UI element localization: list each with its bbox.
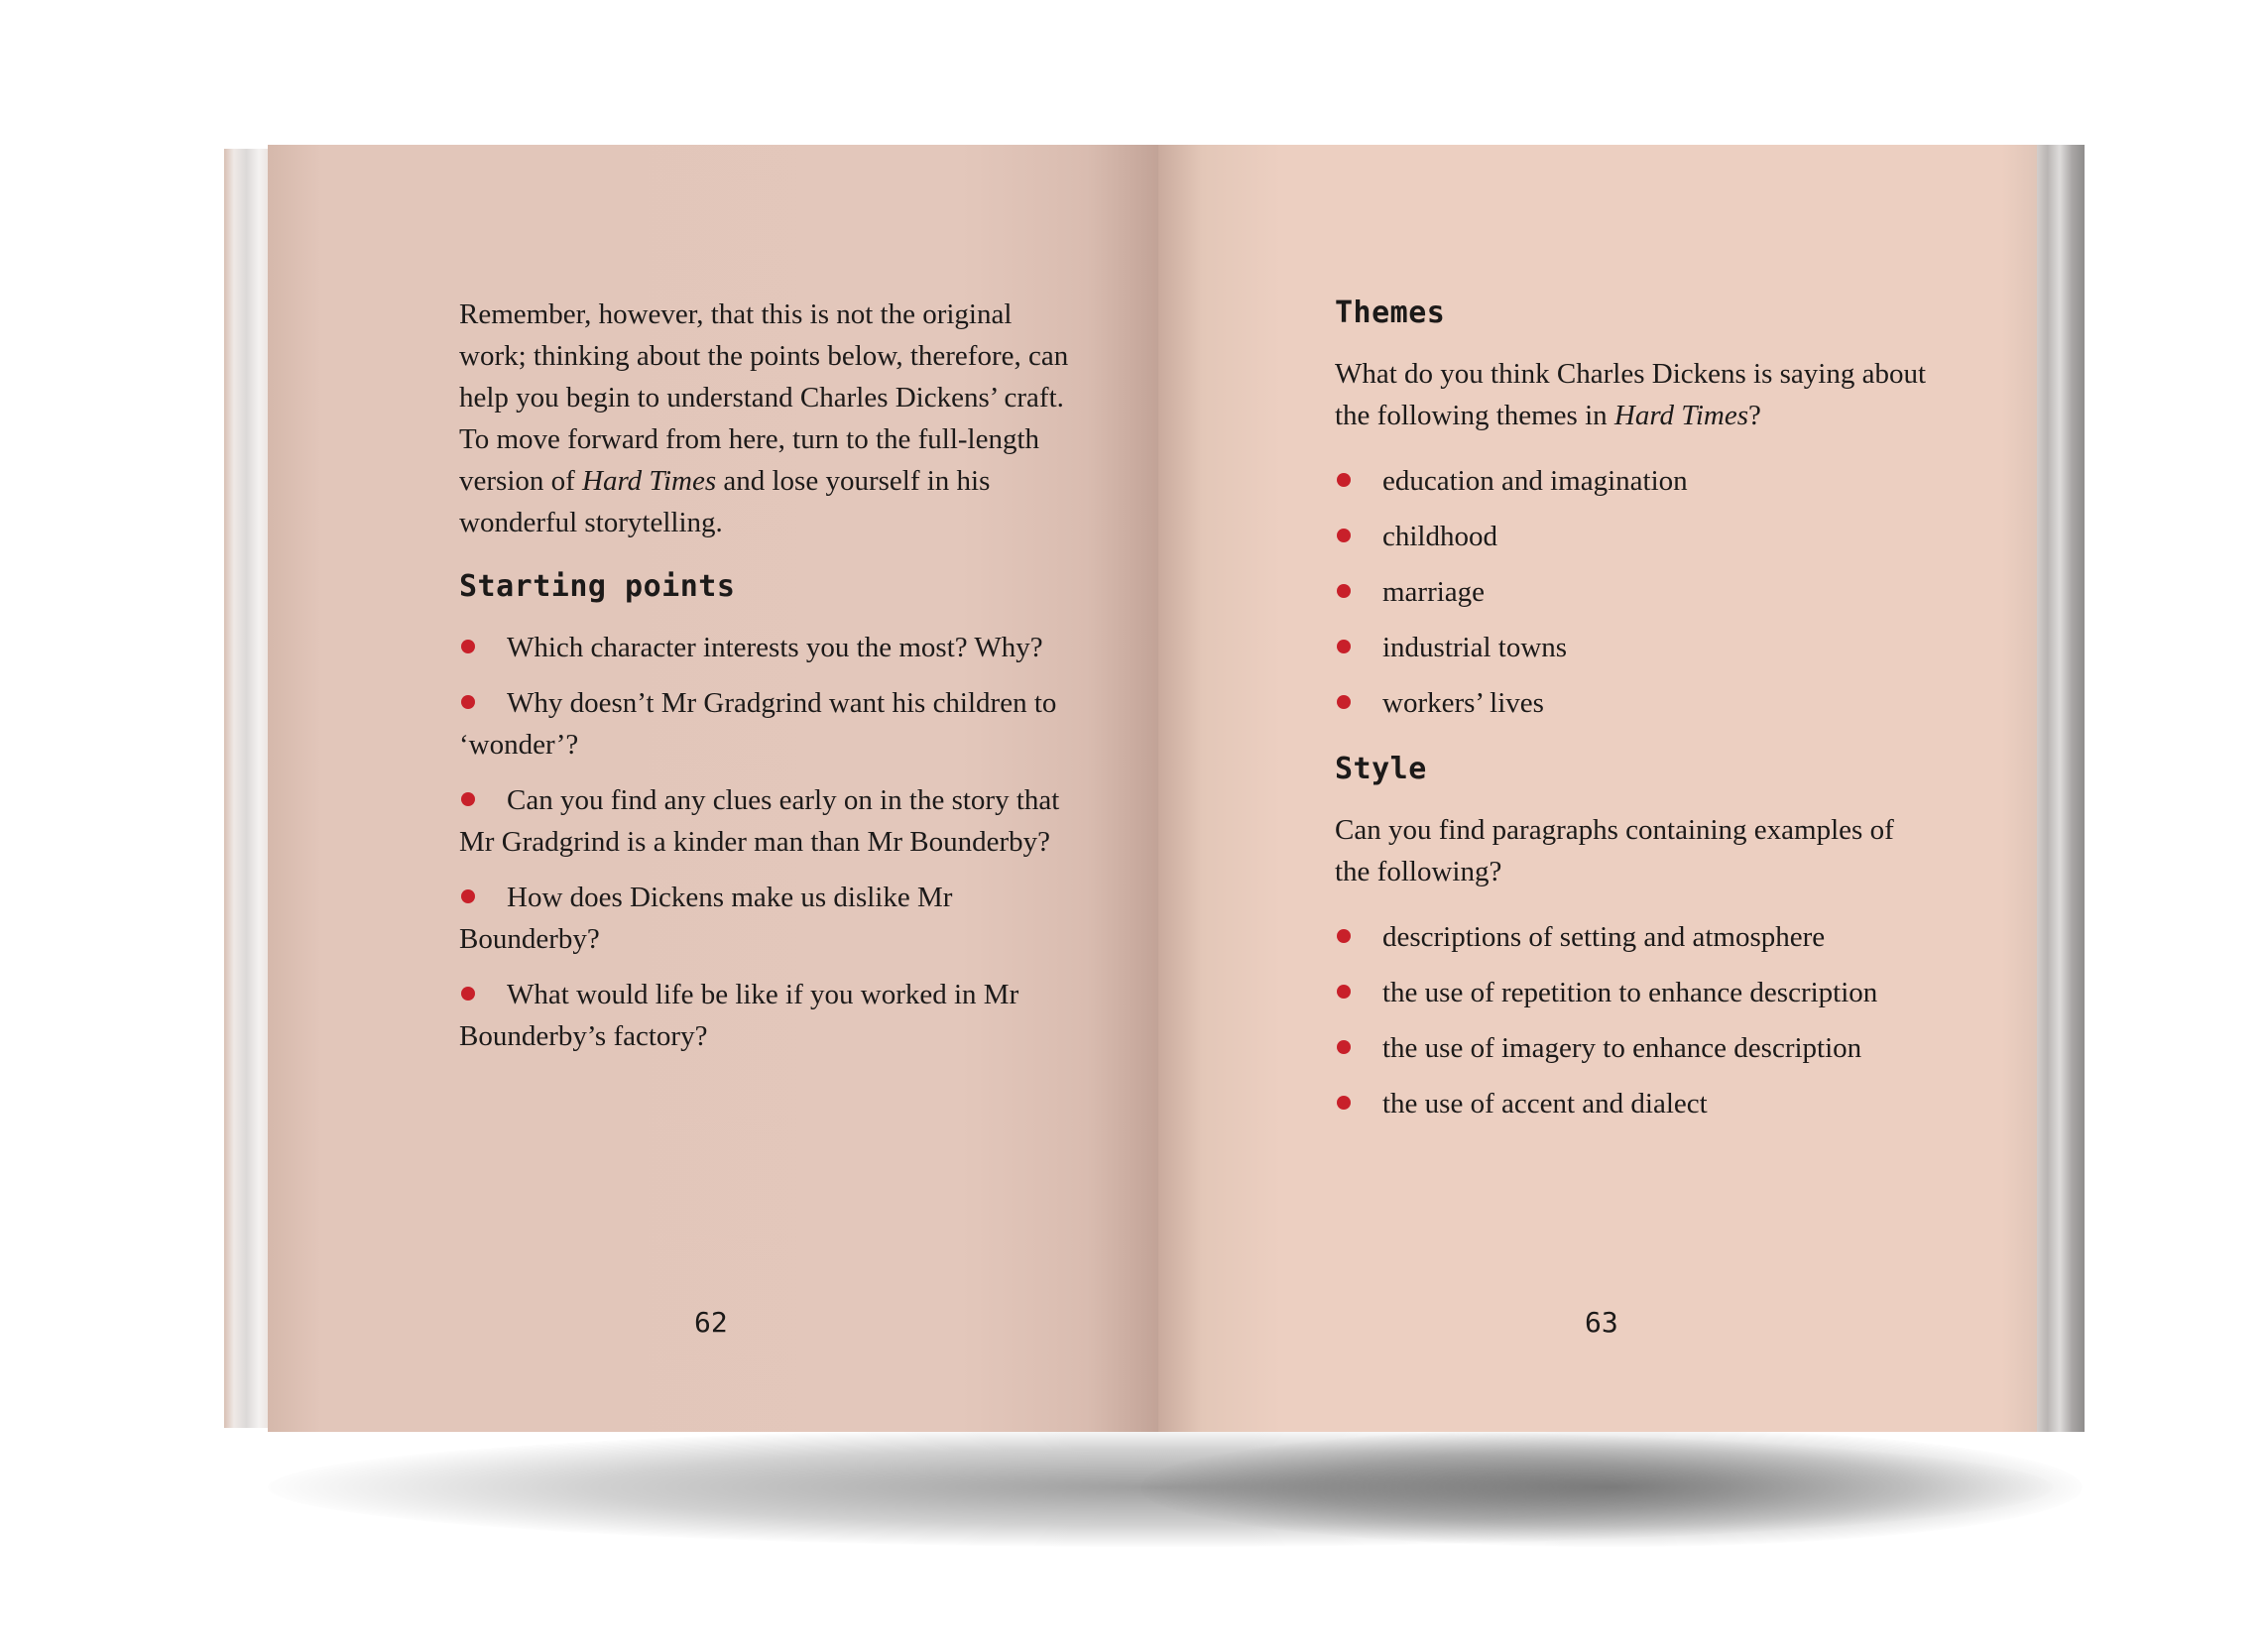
bullet-icon (1337, 473, 1351, 487)
themes-list (1335, 460, 1930, 724)
bullet-icon (1337, 695, 1351, 709)
style-question: Can you find paragraphs containing examples of the following? (1335, 814, 1894, 887)
bullet-icon (461, 695, 475, 709)
list-item: marriage (1335, 571, 1930, 613)
bullet-icon (1337, 1096, 1351, 1110)
list-item: education and imagination (1335, 460, 1930, 502)
list-item: Can you find any clues early on in the story that Mr Gradgrind is a kinder man than Mr Bounderby? (459, 784, 1060, 858)
bullet-icon (1337, 1040, 1351, 1054)
left-page (268, 145, 1158, 1432)
themes-question: What do you think Charles Dickens is saying about the following themes in Hard Times? (1335, 358, 1927, 431)
page-number-left: 62 (694, 1306, 728, 1339)
starting-points-heading: Starting points (459, 569, 736, 604)
list-item: the use of accent and dialect (1335, 1083, 1930, 1124)
right-page-content (1335, 294, 1930, 1124)
list-item: Which character interests you the most? Why? (459, 627, 1074, 668)
style-list (1335, 916, 1930, 1124)
list-item: the use of repetition to enhance description (1335, 972, 1930, 1013)
page-edges-left (224, 149, 274, 1428)
list-item: descriptions of setting and atmosphere (1335, 916, 1930, 958)
list-item: childhood (1335, 516, 1930, 557)
list-item: industrial towns (1335, 627, 1930, 668)
bullet-icon (1337, 985, 1351, 999)
right-page (1158, 145, 2037, 1432)
bullet-icon (1337, 584, 1351, 598)
bullet-icon (461, 792, 475, 806)
style-heading: Style (1335, 752, 1427, 786)
list-item: the use of imagery to enhance description (1335, 1027, 1930, 1069)
starting-points-list (459, 627, 1074, 1057)
bullet-icon (1337, 529, 1351, 542)
list-item: Why doesn’t Mr Gradgrind want his children to ‘wonder’? (459, 687, 1057, 761)
left-page-content (459, 294, 1074, 1057)
intro-paragraph: Remember, however, that this is not the original work; thinking about the points below, therefore, can help you begin to understand Charles Dickens’ craft. To move forward from here, turn to the full-length version of Hard Times and lose yourself in his wonderful storytelling. (459, 298, 1069, 538)
bullet-icon (461, 640, 475, 653)
bullet-icon (1337, 929, 1351, 943)
page-number-right: 63 (1585, 1306, 1618, 1339)
bullet-icon (461, 987, 475, 1001)
list-item: What would life be like if you worked in Mr Bounderby’s factory? (459, 979, 1019, 1052)
list-item: How does Dickens make us dislike Mr Bounderby? (459, 882, 953, 955)
themes-heading: Themes (1335, 295, 1446, 330)
book-shadow-right (1140, 1428, 2083, 1547)
open-book (224, 145, 2085, 1432)
bullet-icon (461, 889, 475, 903)
book-title: Hard Times (1613, 400, 1748, 431)
book-title: Hard Times (582, 465, 717, 497)
list-item: workers’ lives (1335, 682, 1930, 724)
bullet-icon (1337, 640, 1351, 653)
page-edges-right (2035, 145, 2085, 1432)
